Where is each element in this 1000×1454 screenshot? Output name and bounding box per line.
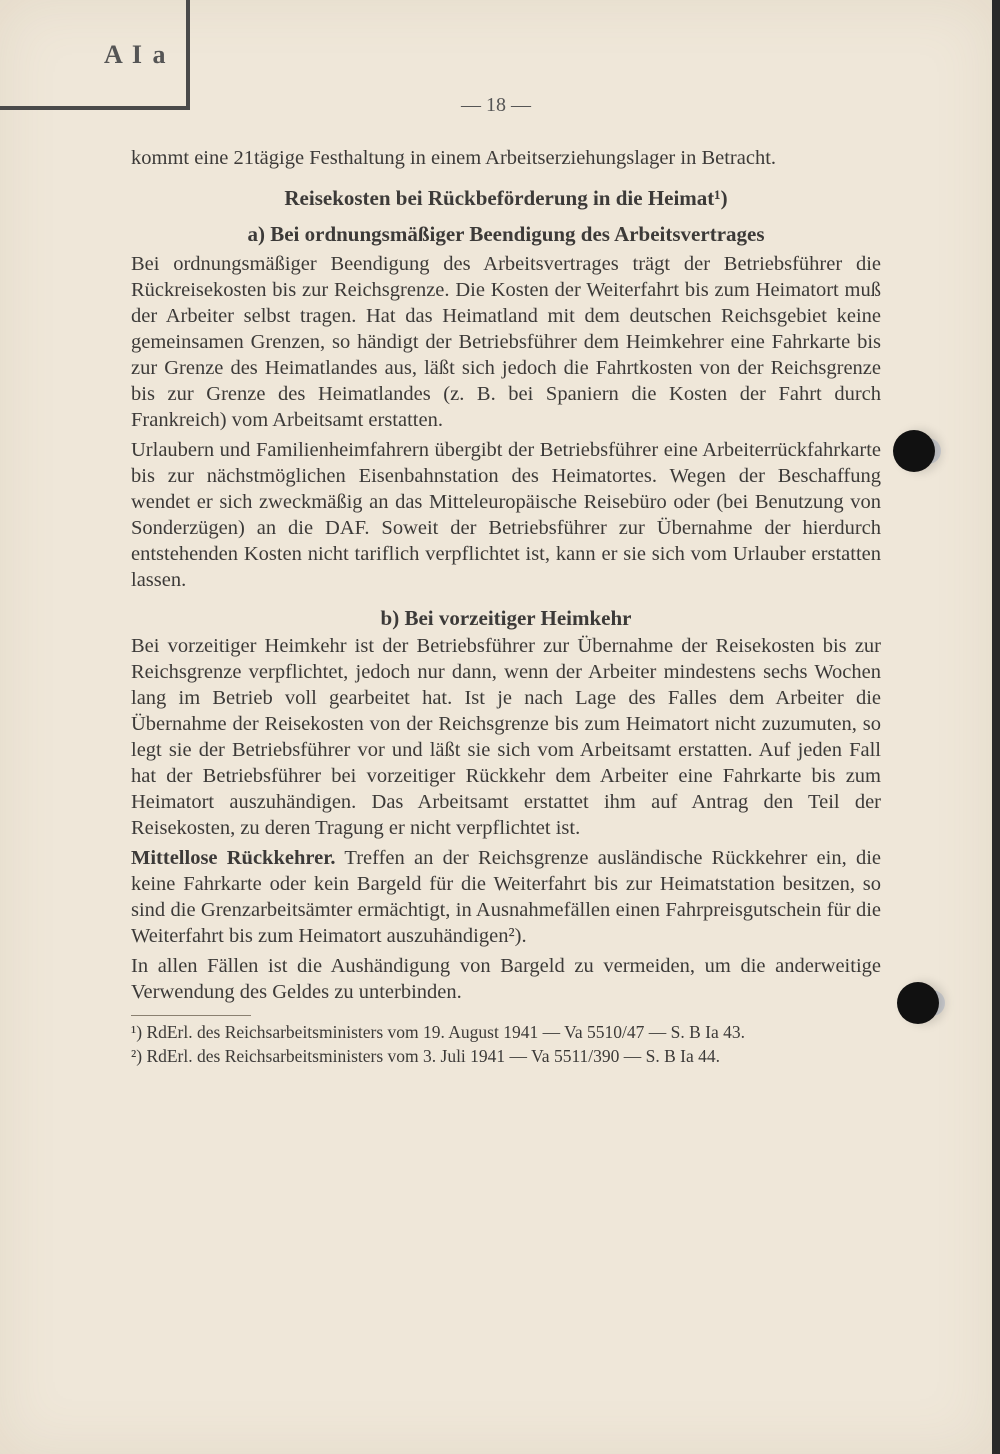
footnote-divider: [131, 1015, 251, 1016]
footnote-2: ²) RdErl. des Reichsarbeitsministers vom 3. Juli 1941 — Va 5511/390 — S. B Ia 44.: [131, 1046, 721, 1066]
subsection-heading-b: b) Bei vorzeitiger Heimkehr: [380, 606, 632, 630]
footnote-1: ¹) RdErl. des Reichsarbeitsministers vom 19. August 1941 — Va 5510/47 — S. B Ia 43.: [131, 1022, 745, 1042]
paragraph-a1: Bei ordnungsmäßiger Beendigung des Arbeitsvertrages trägt der Betriebsführer die Rückreisekosten bis zur Reichsgrenze. Die Kosten der Weiterfahrt bis zum Heimatort muß der Arbeiter selbst tragen. Hat das Heimatland mit dem deutschen Reichsgebiet keine gemeinsamen Grenzen, so händigt der Betriebsführer dem Heimkehrer eine Fahrkarte bis zur Grenze des Heimatlandes aus, läßt sich jedoch die Fahrtkosten von der Reichsgrenze bis zur Grenze des Heimatlandes (z. B. bei Spaniern die Kosten der Fahrt durch Frankreich) vom Arbeitsamt erstatten.: [131, 253, 881, 431]
subsection-heading-a: a) Bei ordnungsmäßiger Beendigung des Arbeitsvertrages: [247, 222, 765, 246]
page-number: — 18 —: [461, 94, 531, 116]
paragraph-b3: In allen Fällen ist die Aushändigung von Bargeld zu vermeiden, um die anderweitige Verwendung des Geldes zu unterbinden.: [131, 955, 881, 1003]
punch-hole-top: [893, 430, 935, 472]
section-heading: Reisekosten bei Rückbeförderung in die Heimat¹): [284, 186, 728, 210]
corner-tab-label: A I a: [104, 40, 168, 69]
paragraph-b1: Bei vorzeitiger Heimkehr ist der Betriebsführer zur Übernahme der Reisekosten bis zur Reichsgrenze verpflichtet, jedoch nur dann, wenn der Arbeiter mindestens sechs Wochen lang im Betrieb voll gearbeitet hat. Ist je nach Lage des Falles dem Arbeiter die Übernahme der Reisekosten von der Reichsgrenze bis zum Heimatort nicht zuzumuten, so legt sie der Betriebsführer vor und läßt sie sich vom Arbeitsamt erstatten. Auf jeden Fall hat der Betriebsführer bei vorzeitiger Rückkehr dem Arbeiter eine Fahrkarte bis zum Heimatort auszuhändigen. Das Arbeitsamt erstattet ihm auf Antrag den Teil der Reisekosten, zu deren Tragung er nicht verpflichtet ist.: [131, 635, 881, 839]
paragraph-b2-lead: Mittellose Rückkehrer.: [131, 847, 336, 869]
paragraph-b2-body: Treffen an der Reichsgrenze ausländische Rückkehrer ein, die keine Fahrkarte oder kein Bargeld für die Weiterfahrt bis zur Heimatstation besitzen, so sind die Grenzarbeitsämter ermächtigt, in Ausnahmefällen einen Fahrpreisgutschein für die Weiterfahrt bis zum Heimatort auszuhändigen²).: [131, 847, 882, 947]
paragraph-intro: kommt eine 21tägige Festhaltung in einem Arbeitserziehungslager in Betracht.: [131, 147, 777, 169]
punch-hole-bottom: [897, 982, 939, 1024]
body-text: [131, 145, 881, 1070]
paragraph-b2: [131, 845, 881, 949]
paragraph-a2: Urlaubern und Familienheimfahrern übergibt der Betriebsführer eine Arbeiterrückfahrkarte bis zur nächstmöglichen Eisenbahnstation des Heimatortes. Wegen der Beschaffung wendet er sich zweckmäßig an das Mitteleuropäische Reisebüro oder (bei Benutzung von Sonderzügen) an die DAF. Soweit der Betriebsführer zur Übernahme der hierdurch entstehenden Kosten nicht tariflich verpflichtet ist, kann er sie sich vom Urlauber erstatten lassen.: [131, 439, 881, 591]
